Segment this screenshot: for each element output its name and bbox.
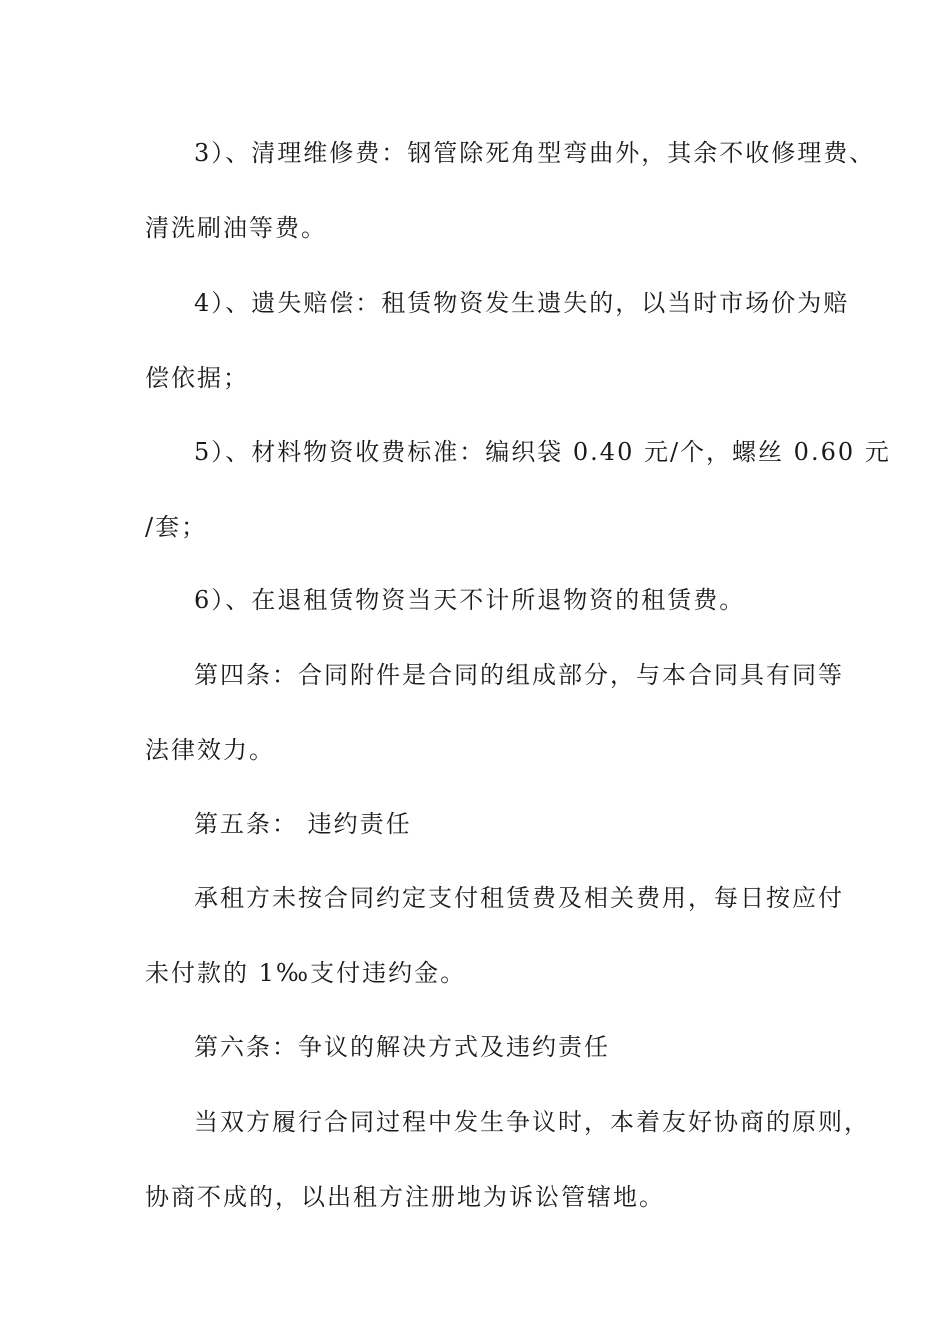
paragraph-line-article-4-cont: 法律效力。 [145, 736, 275, 764]
paragraph-line-loss-compensation: 4）、遗失赔偿：租赁物资发生遗失的，以当时市场价为赔 [194, 289, 850, 317]
paragraph-line-dispute-cont: 协商不成的，以出租方注册地为诉讼管辖地。 [145, 1183, 665, 1211]
heading-article-6: 第六条：争议的解决方式及违约责任 [194, 1033, 610, 1061]
paragraph-line-loss-compensation-cont: 偿依据； [145, 364, 249, 392]
paragraph-line-material-fee-cont: /套； [145, 513, 208, 541]
paragraph-line-repair-fee-cont: 清洗刷油等费。 [145, 214, 327, 242]
paragraph-line-penalty: 承租方未按合同约定支付租赁费及相关费用，每日按应付 [194, 884, 844, 912]
paragraph-line-penalty-cont: 未付款的 1‰支付违约金。 [145, 959, 467, 987]
paragraph-line-material-fee: 5）、材料物资收费标准：编织袋 0.40 元/个，螺丝 0.60 元 [194, 438, 891, 466]
paragraph-line-return-day: 6）、在退租赁物资当天不计所退物资的租赁费。 [194, 586, 746, 614]
paragraph-line-repair-fee: 3）、清理维修费：钢管除死角型弯曲外，其余不收修理费、 [194, 139, 876, 167]
paragraph-line-dispute: 当双方履行合同过程中发生争议时，本着友好协商的原则， [194, 1108, 870, 1136]
heading-article-5: 第五条： 违约责任 [194, 810, 412, 838]
paragraph-line-article-4: 第四条：合同附件是合同的组成部分，与本合同具有同等 [194, 661, 844, 689]
